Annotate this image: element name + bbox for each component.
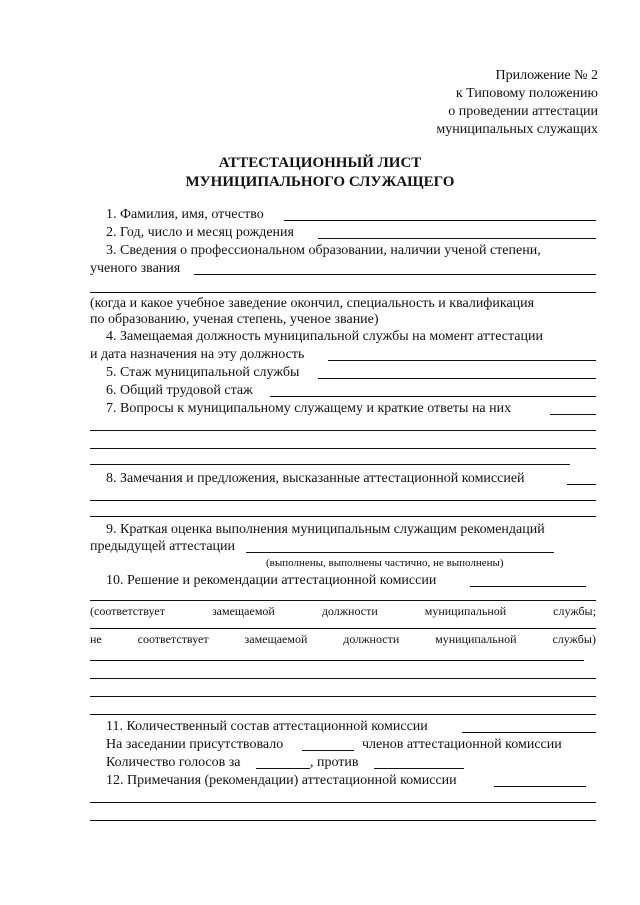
item-10-fill-line-2[interactable]: [90, 600, 596, 601]
item-3-fill-line-2[interactable]: [90, 292, 596, 293]
note-word: замещаемой: [244, 632, 308, 646]
item-3-note-line1: (когда и какое учебное заведение окончил, специальность и квалификация: [90, 296, 535, 311]
item-9-fill-line[interactable]: [246, 552, 554, 553]
item-8-label: 8. Замечания и предложения, высказанные аттестационной комиссией: [106, 471, 525, 486]
item-10-fill-line-1[interactable]: [470, 586, 586, 587]
note-word: муниципальной: [424, 604, 507, 618]
item-11-present-post: членов аттестационной комиссии: [362, 737, 562, 752]
item-1-fill-line[interactable]: [284, 220, 596, 221]
item-10-fill-line-7[interactable]: [90, 714, 596, 715]
item-3-fill-line-1[interactable]: [194, 274, 596, 275]
item-12-fill-line-3[interactable]: [90, 820, 596, 821]
item-10-fill-line-3[interactable]: [90, 628, 596, 629]
appendix-ref-line3: о проведении аттестации: [448, 104, 598, 119]
item-9-label-cont: предыдущей аттестации: [90, 539, 236, 554]
item-2-label: 2. Год, число и месяц рождения: [106, 225, 294, 240]
item-3-label: 3. Сведения о профессиональном образовании, наличии ученой степени,: [106, 243, 541, 258]
item-8-fill-line-2[interactable]: [90, 500, 596, 501]
item-11-votes-against-label: , против: [310, 755, 359, 770]
item-4-label: 4. Замещаемая должность муниципальной службы на момент аттестации: [106, 329, 543, 344]
item-7-fill-line-2[interactable]: [90, 430, 596, 431]
note-word: не: [90, 632, 102, 646]
item-7-fill-line-4[interactable]: [90, 464, 570, 465]
appendix-ref-line2: к Типовому положению: [455, 86, 598, 101]
document-title-line1: АТТЕСТАЦИОННЫЙ ЛИСТ: [218, 155, 422, 171]
note-word: замещаемой: [211, 604, 275, 618]
note-word: должности: [343, 632, 400, 646]
item-9-label: 9. Краткая оценка выполнения муниципальным служащим рекомендаций: [106, 522, 545, 537]
item-10-fill-line-6[interactable]: [90, 696, 596, 697]
item-3-label-cont: ученого звания: [90, 261, 181, 276]
document-title-line2: МУНИЦИПАЛЬНОГО СЛУЖАЩЕГО: [185, 174, 455, 190]
item-11-present-pre: На заседании присутствовало: [106, 737, 284, 752]
item-6-label: 6. Общий трудовой стаж: [106, 383, 253, 398]
item-11-fill-line[interactable]: [462, 732, 596, 733]
item-4-label-cont: и дата назначения на эту должность: [90, 347, 305, 362]
item-7-label: 7. Вопросы к муниципальному служащему и краткие ответы на них: [106, 401, 512, 416]
item-2-fill-line[interactable]: [318, 238, 596, 239]
note-word: службы;: [553, 604, 596, 618]
item-6-fill-line[interactable]: [270, 396, 596, 397]
item-5-label: 5. Стаж муниципальной службы: [106, 365, 300, 380]
item-11-votes-for-line[interactable]: [256, 768, 310, 769]
appendix-number: Приложение № 2: [495, 68, 598, 83]
item-10-note-line1: [90, 604, 596, 619]
item-11-votes-for-label: Количество голосов за: [106, 755, 241, 770]
note-word: муниципальной: [435, 632, 517, 646]
note-word: должности: [321, 604, 378, 618]
item-11-votes-against-line[interactable]: [374, 768, 464, 769]
item-10-fill-line-4[interactable]: [90, 660, 584, 661]
note-word: службы): [552, 632, 596, 646]
item-8-fill-line-3[interactable]: [90, 516, 596, 517]
item-3-note-line2: по образованию, ученая степень, ученое звание): [90, 312, 379, 327]
item-7-fill-line-3[interactable]: [90, 448, 596, 449]
item-4-fill-line[interactable]: [328, 360, 596, 361]
item-11-label: 11. Количественный состав аттестационной комиссии: [106, 719, 428, 734]
item-10-note-line2: [90, 632, 596, 647]
item-12-label: 12. Примечания (рекомендации) аттестационной комиссии: [106, 773, 457, 788]
item-11-present-count-line[interactable]: [302, 750, 354, 751]
item-9-note: (выполнены, выполнены частично, не выполнены): [266, 557, 504, 569]
item-10-label: 10. Решение и рекомендации аттестационной комиссии: [106, 573, 437, 588]
note-word: соответствует: [137, 632, 209, 646]
appendix-ref-line4: муниципальных служащих: [436, 122, 598, 137]
item-5-fill-line[interactable]: [318, 378, 596, 379]
note-word: (соответствует: [90, 604, 165, 618]
item-1-label: 1. Фамилия, имя, отчество: [106, 207, 264, 222]
item-12-fill-line-2[interactable]: [90, 802, 596, 803]
item-7-fill-line-1[interactable]: [550, 414, 596, 415]
item-10-fill-line-5[interactable]: [90, 678, 596, 679]
item-8-fill-line-1[interactable]: [567, 484, 596, 485]
item-12-fill-line-1[interactable]: [494, 786, 586, 787]
